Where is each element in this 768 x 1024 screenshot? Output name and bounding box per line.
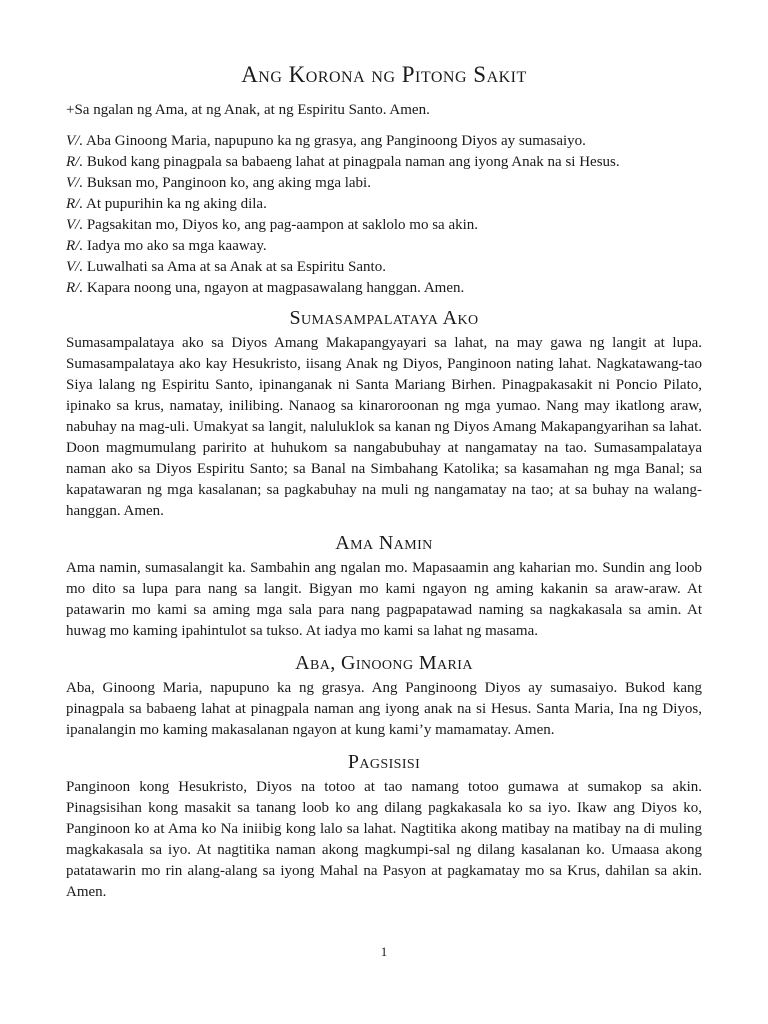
- versicle-text: Luwalhati sa Ama at sa Anak at sa Espiritu Santo.: [83, 259, 386, 275]
- versicle-mark: V/.: [66, 217, 84, 233]
- versicle-mark: V/.: [66, 133, 84, 149]
- section-heading-sumasampalataya: Sumasampalataya Ako: [289, 307, 479, 329]
- versicle-line: [66, 257, 702, 278]
- versicle-line: [66, 278, 702, 299]
- versicle-line: [66, 215, 702, 236]
- response-text: At pupurihin ka ng aking dila.: [83, 196, 267, 212]
- versicle-line: [66, 131, 702, 152]
- versicle-line: [66, 152, 702, 173]
- section-heading-ama-namin: Ama Namin: [335, 532, 433, 554]
- versicle-list: [66, 131, 702, 299]
- section-heading-aba-ginoong-maria: Aba, Ginoong Maria: [295, 652, 473, 674]
- sign-of-the-cross-line: +Sa ngalan ng Ama, at ng Anak, at ng Espiritu Santo. Amen.: [66, 102, 430, 118]
- response-text: Iadya mo ako sa mga kaaway.: [83, 238, 267, 254]
- versicle-mark: V/.: [66, 259, 84, 275]
- versicle-mark: V/.: [66, 175, 84, 191]
- versicle-text: Buksan mo, Panginoon ko, ang aking mga labi.: [83, 175, 371, 191]
- page-number: 1: [380, 944, 388, 959]
- response-text: Bukod kang pinagpala sa babaeng lahat at pinagpala naman ang iyong Anak na si Hesus.: [83, 154, 620, 170]
- versicle-line: [66, 173, 702, 194]
- section-body-pagsisisi: Panginoon kong Hesukristo, Diyos na totoo at tao namang totoo gumawa at sumakop sa akin. Pinagsisihan kong masakit sa tanang loob ko ang dilang pagkakasala ko sa iyo. Ikaw ang Diyos ko, Panginoon ko at Ama ko Na iniibig kong lalo sa lahat. Nagtitika akong matibay na matibay na di muling magkakasala sa iyo. At nagtitika naman akong magkumpi-sal ng dilang kasalanan ko. Umaasa akong patatawarin mo rin alang-alang sa iyong Mahal na Pasyon at pagkamatay mo sa Krus, dahilan sa akin. Amen.: [66, 779, 702, 900]
- section-body-sumasampalataya: Sumasampalataya ako sa Diyos Amang Makapangyayari sa lahat, na may gawa ng langit at lupa. Sumasampalataya ako kay Hesukristo, iisang Anak ng Diyos, Panginoon nating lahat. Nagkatawang-tao Siya lalang ng Espiritu Santo, ipinanganak ni Santa Mariang Birhen. Pinagpakasakit ni Poncio Pilato, ipinako sa krus, namatay, inilibing. Nanaog sa kinaroroonan ng mga yumao. Nang may ikatlong araw, nabuhay na mag-uli. Umakyat sa langit, naluluklok sa kanan ng Diyos Amang Makapangyarihan sa lahat. Doon magmumulang paririto at huhukom sa nangabubuhay at nangamatay na tao. Sumasampalataya naman ako sa Diyos Espiritu Santo; sa Banal na Simbahang Katolika; sa kasamahan ng mga Banal; sa kapatawaran ng mga kasalanan; sa pagkabuhay na muli ng nangamatay na tao; at sa buhay na walang-hanggan. Amen.: [66, 335, 702, 519]
- versicle-line: [66, 236, 702, 257]
- response-mark: R/.: [66, 280, 84, 296]
- response-text: Kapara noong una, ngayon at magpasawalang hanggan. Amen.: [83, 280, 465, 296]
- page-title: Ang Korona ng Pitong Sakit: [241, 62, 527, 87]
- response-mark: R/.: [66, 196, 84, 212]
- section-body-aba-ginoong-maria: Aba, Ginoong Maria, napupuno ka ng grasya. Ang Panginoong Diyos ay sumasaiyo. Bukod kang pinagpala sa babaeng lahat at pinagpala naman ang iyong anak na si Hesus. Santa Maria, Ina ng Diyos, ipanalangin mo kaming makasalanan ngayon at kung kami’y mamamatay. Amen.: [66, 680, 702, 738]
- section-heading-pagsisisi: Pagsisisi: [347, 751, 421, 773]
- versicle-line: [66, 194, 702, 215]
- response-mark: R/.: [66, 238, 84, 254]
- versicle-text: Aba Ginoong Maria, napupuno ka ng grasya, ang Panginoong Diyos ay sumasaiyo.: [83, 133, 586, 149]
- versicle-text: Pagsakitan mo, Diyos ko, ang pag-aampon at saklolo mo sa akin.: [83, 217, 479, 233]
- document-page: [66, 62, 702, 913]
- response-mark: R/.: [66, 154, 84, 170]
- section-body-ama-namin: Ama namin, sumasalangit ka. Sambahin ang ngalan mo. Mapasaamin ang kaharian mo. Sundin ang loob mo dito sa lupa para nang sa langit. Bigyan mo kami ngayon ng aming kakanin sa araw-araw. At patawarin mo kami sa aming mga sala para nang pagpapatawad naming sa nagkakasala sa amin. At huwag mo kaming ipahintulot sa tukso. At iadya mo kami sa lahat ng masama.: [66, 560, 702, 639]
